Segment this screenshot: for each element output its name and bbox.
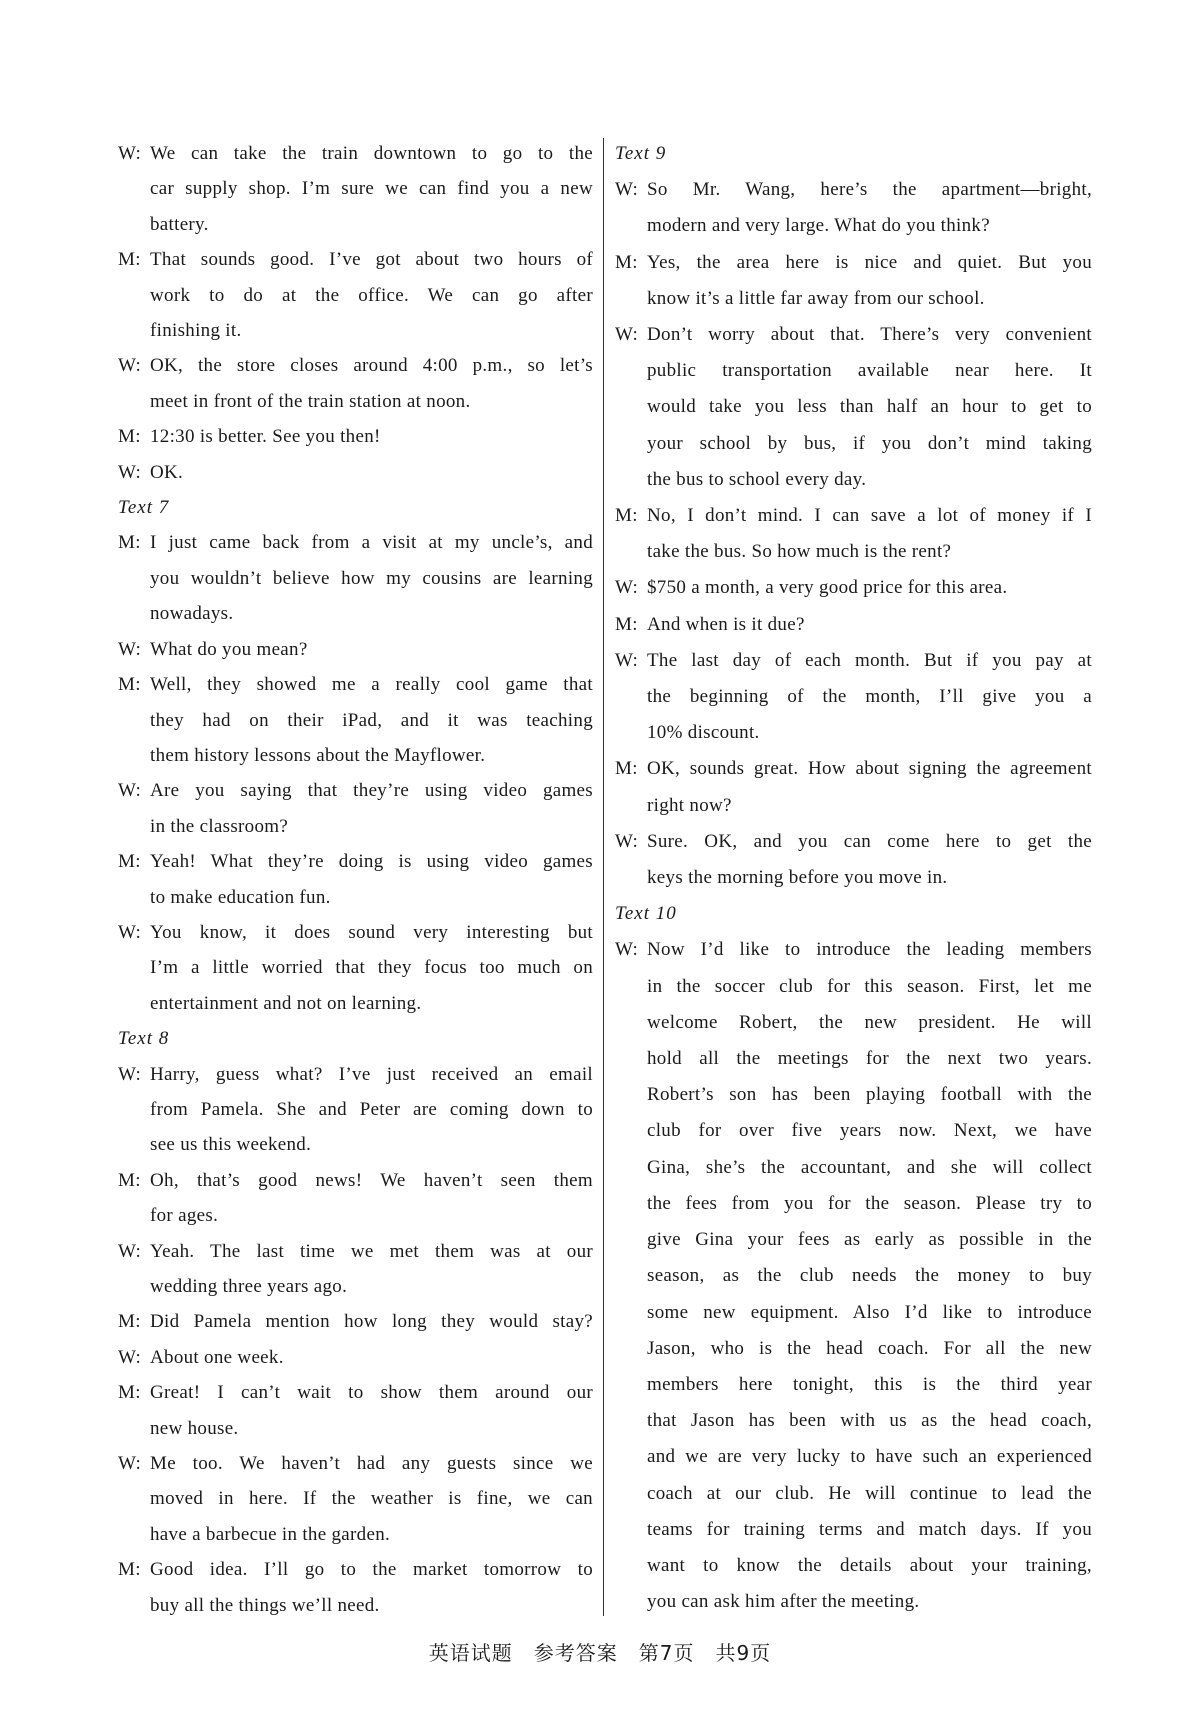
dialogue-line bbox=[118, 1057, 593, 1092]
speaker-label: W: bbox=[615, 577, 639, 599]
dialogue-text: Are you saying that they’re using video games bbox=[150, 780, 593, 802]
dialogue-continuation bbox=[615, 1150, 1092, 1186]
dialogue-line bbox=[615, 498, 1092, 534]
dialogue-text: nowadays. bbox=[150, 603, 234, 625]
dialogue-text: in the soccer club for this season. First, let me bbox=[647, 975, 1092, 997]
dialogue-line bbox=[118, 1304, 593, 1339]
dialogue-continuation bbox=[118, 738, 593, 773]
dialogue-line bbox=[615, 824, 1092, 860]
dialogue-text: coach at our club. He will continue to lead the bbox=[647, 1482, 1092, 1504]
speaker-label: W: bbox=[118, 1453, 142, 1475]
dialogue-text: Yes, the area here is nice and quiet. But you bbox=[647, 251, 1092, 273]
dialogue-continuation bbox=[118, 1588, 593, 1623]
dialogue-continuation bbox=[615, 462, 1092, 498]
dialogue-text: OK. bbox=[150, 461, 184, 483]
dialogue-text: wedding three years ago. bbox=[150, 1276, 348, 1297]
dialogue-text: Don’t worry about that. There’s very convenient bbox=[647, 324, 1092, 346]
dialogue-text: Robert’s son has been playing football with the bbox=[647, 1084, 1092, 1106]
dialogue-text: the bus to school every day. bbox=[647, 468, 867, 490]
speaker-label: W: bbox=[615, 324, 639, 346]
dialogue-continuation bbox=[615, 860, 1092, 896]
dialogue-text: I’m a little worried that they focus too much on bbox=[150, 957, 593, 979]
dialogue-continuation bbox=[615, 1476, 1092, 1512]
dialogue-text: teams for training terms and match days. If you bbox=[647, 1518, 1092, 1540]
dialogue-text: Great! I can’t wait to show them around our bbox=[150, 1382, 593, 1404]
speaker-label: M: bbox=[118, 1559, 141, 1581]
dialogue-line bbox=[118, 844, 593, 879]
dialogue-continuation bbox=[118, 278, 593, 313]
dialogue-text: And when is it due? bbox=[647, 613, 805, 635]
column-divider bbox=[603, 138, 604, 1616]
dialogue-text: We can take the train downtown to go to the bbox=[150, 143, 593, 164]
dialogue-text: finishing it. bbox=[150, 320, 242, 342]
dialogue-continuation bbox=[615, 1584, 1092, 1620]
dialogue-continuation bbox=[118, 171, 593, 206]
dialogue-line bbox=[118, 1340, 593, 1375]
dialogue-continuation bbox=[615, 788, 1092, 824]
speaker-label: M: bbox=[118, 851, 141, 873]
dialogue-continuation bbox=[118, 1198, 593, 1233]
dialogue-continuation bbox=[118, 1481, 593, 1516]
dialogue-continuation bbox=[118, 986, 593, 1021]
dialogue-text: work to do at the office. We can go after bbox=[150, 284, 593, 306]
dialogue-continuation bbox=[615, 969, 1092, 1005]
dialogue-text: and we are very lucky to have such an experienced bbox=[647, 1446, 1092, 1468]
left-column bbox=[118, 136, 593, 1623]
speaker-label: M: bbox=[118, 532, 141, 554]
speaker-label: W: bbox=[615, 939, 639, 961]
right-column bbox=[615, 136, 1092, 1620]
speaker-label: W: bbox=[118, 461, 142, 483]
dialogue-text: What do you mean? bbox=[150, 638, 308, 660]
section-heading: Text 9 bbox=[615, 143, 667, 164]
dialogue-continuation bbox=[118, 703, 593, 738]
speaker-label: W: bbox=[118, 143, 142, 164]
dialogue-continuation bbox=[615, 1512, 1092, 1548]
dialogue-line bbox=[615, 643, 1092, 679]
dialogue-text: new house. bbox=[150, 1417, 239, 1439]
dialogue-continuation bbox=[118, 1127, 593, 1162]
speaker-label: M: bbox=[118, 426, 141, 448]
dialogue-line bbox=[118, 1234, 593, 1269]
dialogue-text: from Pamela. She and Peter are coming down to bbox=[150, 1098, 593, 1120]
dialogue-text: for ages. bbox=[150, 1205, 219, 1227]
dialogue-text: OK, the store closes around 4:00 p.m., so let’s bbox=[150, 355, 593, 377]
dialogue-text: keys the morning before you move in. bbox=[647, 867, 948, 889]
dialogue-text: in the classroom? bbox=[150, 815, 289, 837]
dialogue-continuation bbox=[118, 1411, 593, 1446]
dialogue-text: modern and very large. What do you think? bbox=[647, 215, 990, 237]
dialogue-text: Oh, that’s good news! We haven’t seen them bbox=[150, 1169, 593, 1191]
speaker-label: M: bbox=[118, 1311, 141, 1333]
dialogue-line bbox=[615, 751, 1092, 787]
dialogue-line bbox=[118, 632, 593, 667]
dialogue-text: moved in here. If the weather is fine, we can bbox=[150, 1488, 593, 1510]
dialogue-text: club for over five years now. Next, we have bbox=[647, 1120, 1092, 1142]
dialogue-continuation bbox=[118, 880, 593, 915]
dialogue-line bbox=[118, 1446, 593, 1481]
dialogue-text: Did Pamela mention how long they would stay? bbox=[150, 1311, 593, 1333]
dialogue-text: Good idea. I’ll go to the market tomorrow to bbox=[150, 1559, 593, 1581]
dialogue-continuation bbox=[615, 1005, 1092, 1041]
speaker-label: M: bbox=[118, 1382, 141, 1404]
dialogue-text: welcome Robert, the new president. He will bbox=[647, 1011, 1092, 1033]
dialogue-line bbox=[118, 348, 593, 383]
dialogue-continuation bbox=[615, 1295, 1092, 1331]
dialogue-text: your school by bus, if you don’t mind taking bbox=[647, 432, 1092, 454]
dialogue-line bbox=[118, 419, 593, 454]
section-heading: Text 8 bbox=[118, 1028, 170, 1050]
dialogue-text: would take you less than half an hour to get to bbox=[647, 396, 1092, 418]
dialogue-text: The last day of each month. But if you pay at bbox=[647, 649, 1092, 671]
speaker-label: W: bbox=[118, 1346, 142, 1368]
dialogue-line bbox=[615, 245, 1092, 281]
dialogue-text: No, I don’t mind. I can save a lot of money if I bbox=[647, 505, 1092, 527]
dialogue-continuation bbox=[615, 1367, 1092, 1403]
dialogue-continuation bbox=[118, 596, 593, 631]
dialogue-text: You know, it does sound very interesting but bbox=[150, 921, 593, 943]
dialogue-text: them history lessons about the Mayflower. bbox=[150, 744, 486, 766]
dialogue-text: public transportation available near here. It bbox=[647, 360, 1092, 382]
speaker-label: W: bbox=[118, 921, 142, 943]
dialogue-text: you can ask him after the meeting. bbox=[647, 1591, 920, 1613]
dialogue-text: they had on their iPad, and it was teaching bbox=[150, 709, 593, 731]
speaker-label: W: bbox=[118, 780, 142, 802]
dialogue-continuation bbox=[615, 1041, 1092, 1077]
dialogue-continuation bbox=[118, 313, 593, 348]
dialogue-text: take the bus. So how much is the rent? bbox=[647, 541, 952, 563]
speaker-label: M: bbox=[118, 1169, 141, 1191]
dialogue-continuation bbox=[615, 1113, 1092, 1149]
dialogue-continuation bbox=[615, 1331, 1092, 1367]
dialogue-line bbox=[118, 242, 593, 277]
dialogue-line bbox=[118, 1375, 593, 1410]
speaker-label: W: bbox=[615, 649, 639, 671]
dialogue-line bbox=[615, 172, 1092, 208]
dialogue-text: meet in front of the train station at noon. bbox=[150, 390, 471, 412]
dialogue-continuation bbox=[118, 1092, 593, 1127]
dialogue-text: battery. bbox=[150, 213, 209, 235]
dialogue-text: see us this weekend. bbox=[150, 1134, 312, 1156]
dialogue-text: 12:30 is better. See you then! bbox=[150, 426, 381, 448]
speaker-label: M: bbox=[118, 674, 141, 696]
section-heading: Text 7 bbox=[118, 497, 170, 519]
speaker-label: W: bbox=[118, 638, 142, 660]
section-heading: Text 10 bbox=[615, 903, 677, 925]
dialogue-text: know it’s a little far away from our school. bbox=[647, 287, 985, 309]
dialogue-line bbox=[615, 317, 1092, 353]
dialogue-line bbox=[615, 607, 1092, 643]
dialogue-text: you wouldn’t believe how my cousins are learning bbox=[150, 567, 593, 589]
dialogue-continuation bbox=[615, 1077, 1092, 1113]
dialogue-continuation bbox=[118, 950, 593, 985]
dialogue-text: that Jason has been with us as the head coach, bbox=[647, 1410, 1092, 1432]
dialogue-continuation bbox=[615, 1186, 1092, 1222]
dialogue-line bbox=[615, 932, 1092, 968]
dialogue-text: members here tonight, this is the third year bbox=[647, 1373, 1092, 1395]
dialogue-text: have a barbecue in the garden. bbox=[150, 1523, 391, 1545]
dialogue-text: the fees from you for the season. Please try to bbox=[647, 1192, 1092, 1214]
dialogue-line bbox=[118, 455, 593, 490]
dialogue-text: Yeah! What they’re doing is using video games bbox=[150, 851, 593, 873]
dialogue-continuation bbox=[615, 1403, 1092, 1439]
dialogue-text: Sure. OK, and you can come here to get the bbox=[647, 830, 1092, 852]
dialogue-continuation bbox=[118, 1269, 593, 1304]
dialogue-text: I just came back from a visit at my uncle’s, and bbox=[150, 532, 593, 554]
dialogue-text: OK, sounds great. How about signing the agreement bbox=[647, 758, 1092, 780]
dialogue-text: hold all the meetings for the next two years. bbox=[647, 1048, 1092, 1070]
dialogue-text: About one week. bbox=[150, 1346, 284, 1368]
dialogue-continuation bbox=[615, 389, 1092, 425]
dialogue-text: Harry, guess what? I’ve just received an email bbox=[150, 1063, 593, 1085]
dialogue-continuation bbox=[118, 809, 593, 844]
dialogue-text: Yeah. The last time we met them was at our bbox=[150, 1240, 593, 1262]
dialogue-continuation bbox=[615, 715, 1092, 751]
speaker-label: W: bbox=[615, 830, 639, 852]
speaker-label: W: bbox=[118, 1240, 142, 1262]
dialogue-text: $750 a month, a very good price for this area. bbox=[647, 577, 1008, 599]
dialogue-line bbox=[118, 136, 593, 171]
dialogue-text: Me too. We haven’t had any guests since we bbox=[150, 1453, 593, 1475]
dialogue-text: right now? bbox=[647, 794, 732, 816]
dialogue-continuation bbox=[615, 281, 1092, 317]
speaker-label: W: bbox=[118, 1063, 142, 1085]
dialogue-continuation bbox=[615, 679, 1092, 715]
speaker-label: M: bbox=[615, 251, 638, 273]
page-footer: 英语试题 参考答案 第7页 共9页 bbox=[428, 1641, 772, 1665]
speaker-label: M: bbox=[615, 613, 638, 635]
dialogue-text: the beginning of the month, I’ll give you a bbox=[647, 686, 1092, 708]
dialogue-continuation bbox=[118, 384, 593, 419]
dialogue-continuation bbox=[615, 534, 1092, 570]
dialogue-text: give Gina your fees as early as possible in the bbox=[647, 1229, 1092, 1251]
dialogue-text: 10% discount. bbox=[647, 722, 760, 744]
dialogue-text: to make education fun. bbox=[150, 886, 331, 908]
dialogue-text: buy all the things we’ll need. bbox=[150, 1594, 380, 1616]
dialogue-text: car supply shop. I’m sure we can find you a new bbox=[150, 178, 593, 200]
dialogue-line bbox=[118, 1552, 593, 1587]
dialogue-text: entertainment and not on learning. bbox=[150, 992, 422, 1014]
dialogue-line bbox=[615, 570, 1092, 606]
speaker-label: W: bbox=[118, 355, 142, 377]
speaker-label: W: bbox=[615, 179, 639, 201]
dialogue-text: Gina, she’s the accountant, and she will collect bbox=[647, 1156, 1092, 1178]
dialogue-text: Well, they showed me a really cool game that bbox=[150, 674, 593, 696]
dialogue-continuation bbox=[615, 1439, 1092, 1475]
dialogue-line bbox=[118, 773, 593, 808]
dialogue-line bbox=[118, 1163, 593, 1198]
dialogue-text: want to know the details about your training, bbox=[647, 1554, 1092, 1576]
dialogue-line bbox=[118, 525, 593, 560]
dialogue-text: some new equipment. Also I’d like to introduce bbox=[647, 1301, 1092, 1323]
dialogue-continuation bbox=[615, 353, 1092, 389]
dialogue-continuation bbox=[615, 1258, 1092, 1294]
dialogue-continuation bbox=[615, 1548, 1092, 1584]
dialogue-continuation bbox=[615, 208, 1092, 244]
speaker-label: M: bbox=[615, 505, 638, 527]
dialogue-continuation bbox=[615, 1222, 1092, 1258]
dialogue-text: Now I’d like to introduce the leading members bbox=[647, 939, 1092, 961]
dialogue-continuation bbox=[118, 207, 593, 242]
dialogue-text: Jason, who is the head coach. For all the new bbox=[647, 1337, 1092, 1359]
dialogue-continuation bbox=[118, 1517, 593, 1552]
dialogue-text: So Mr. Wang, here’s the apartment—bright, bbox=[647, 179, 1092, 201]
dialogue-continuation bbox=[615, 426, 1092, 462]
dialogue-continuation bbox=[118, 561, 593, 596]
dialogue-line bbox=[118, 667, 593, 702]
dialogue-text: season, as the club needs the money to buy bbox=[647, 1265, 1092, 1287]
dialogue-text: That sounds good. I’ve got about two hours of bbox=[150, 249, 593, 271]
speaker-label: M: bbox=[118, 249, 141, 271]
speaker-label: M: bbox=[615, 758, 638, 780]
dialogue-line bbox=[118, 915, 593, 950]
